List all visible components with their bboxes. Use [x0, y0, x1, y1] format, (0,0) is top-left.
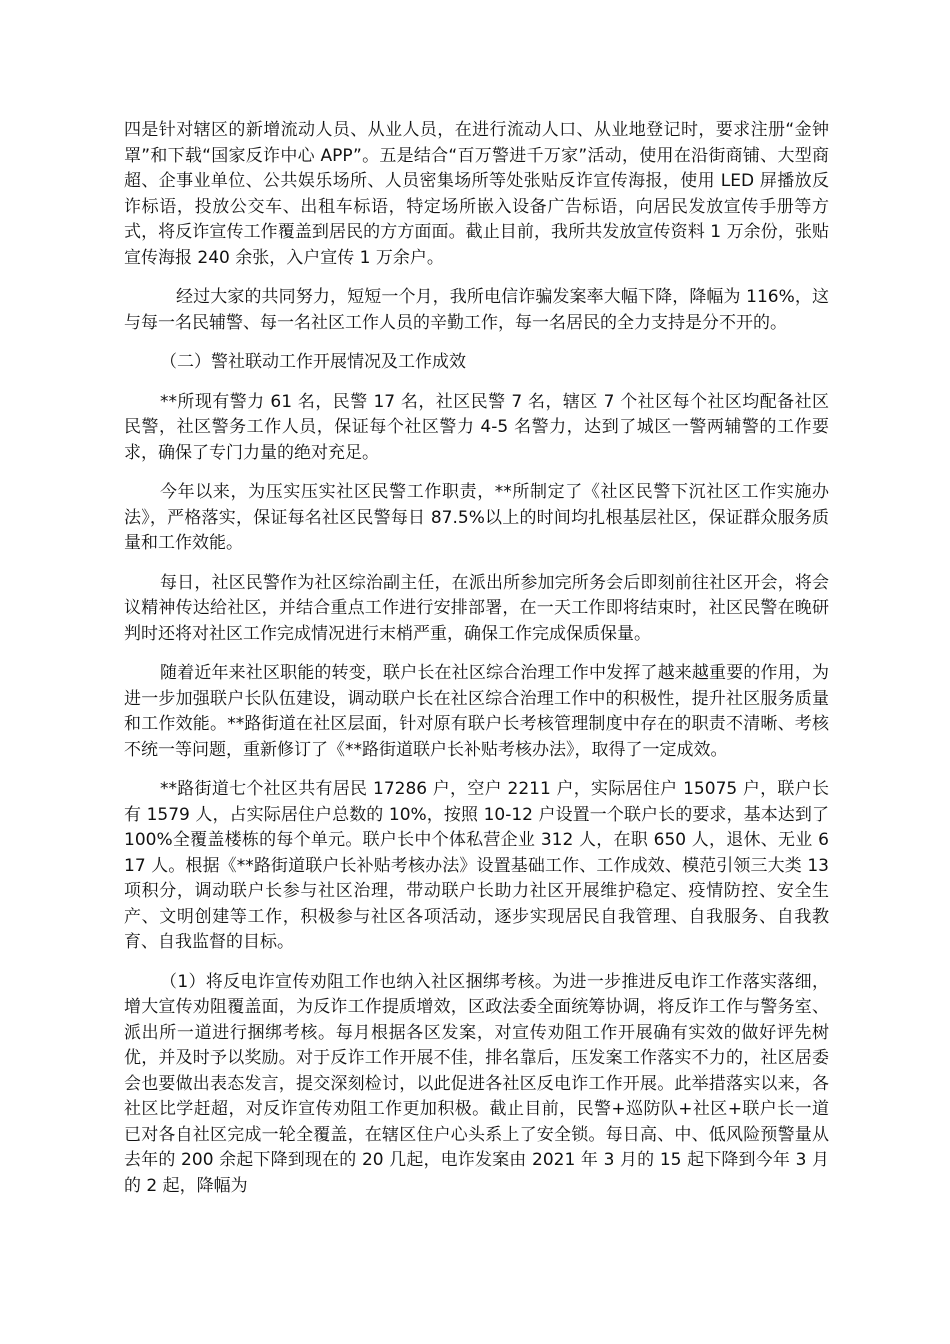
paragraph-police-force: **所现有警力 61 名，民警 17 名，社区民警 7 名，辖区 7 个社区每个社区均配备社区民警，社区警务工作人员，保证每个社区警力 4-5 名警力，达到了城区一警两辅警的工作要求，确保了专门力量的绝对充足。: [124, 391, 829, 463]
paragraph-household-leaders: 随着近年来社区职能的转变，联户长在社区综合治理工作中发挥了越来越重要的作用，为进一步加强联户长队伍建设，调动联户长在社区综合治理工作中的积极性，提升社区服务质量和工作效能。**路街道在社区层面，针对原有联户长考核管理制度中存在的职责不清晰、考核不统一等问题，重新修订了《**路街道联户长补贴考核办法》，取得了一定成效。: [124, 663, 829, 760]
document-body: [124, 118, 829, 1213]
paragraph-residents-statistics: **路街道七个社区共有居民 17286 户，空户 2211 户，实际居住户 15075 户，联户长有 1579 人，占实际居住户总数的 10%，按照 10-12 户设置一个联户长的要求，基本达到了 100%全覆盖楼栋的每个单元。联户长中个体私营企业 312 人，在职 650 人，退休、无业 617 人。根据《**路街道联户长补贴考核办法》设置基础工作、工作成效、模范引领三大类 13 项积分，调动联户长参与社区治理，带动联户长助力社区开展维护稳定、疫情防控、安全生产、文明创建等工作，积极参与社区各项活动，逐步实现居民自我管理、自我服务、自我教育、自我监督的目标。: [124, 779, 829, 952]
paragraph-fraud-decline: 经过大家的共同努力，短短一个月，我所电信诈骗发案率大幅下降，降幅为 116%，这与每一名民辅警、每一名社区工作人员的辛勤工作，每一名居民的全力支持是分不开的。: [124, 287, 829, 333]
paragraph-propaganda-measures: 四是针对辖区的新增流动人员、从业人员，在进行流动人口、从业地登记时，要求注册“金钟罩”和下载“国家反诈中心 APP”。五是结合“百万警进千万家”活动，使用在沿街商铺、大型商超、企事业单位、公共娱乐场所、人员密集场所等处张贴反诈宣传海报，使用 LED 屏播放反诈标语，投放公交车、出租车标语，特定场所嵌入设备广告标语，向居民发放宣传手册等方式，将反诈宣传工作覆盖到居民的方方面面。截止目前，我所共发放宣传资料 1 万余份，张贴宣传海报 240 余张，入户宣传 1 万余户。: [124, 120, 829, 268]
section-heading-police-community: （二）警社联动工作开展情况及工作成效: [160, 352, 466, 372]
paragraph-daily-work: 每日，社区民警作为社区综治副主任，在派出所参加完所务会后即刻前往社区开会，将会议精神传达给社区，并结合重点工作进行安排部署，在一天工作即将结束时，社区民警在晚研判时还将对社区工作完成情况进行末梢严重，确保工作完成保质保量。: [124, 572, 829, 644]
paragraph-assessment-binding: （1）将反电诈宣传劝阻工作也纳入社区捆绑考核。为进一步推进反电诈工作落实落细，增大宣传劝阻覆盖面，为反诈工作提质增效，区政法委全面统筹协调，将反诈工作与警务室、派出所一道进行捆绑考核。每月根据各区发案，对宣传劝阻工作开展确有实效的做好评先树优，并及时予以奖励。对于反诈工作开展不佳，排名靠后，压发案工作落实不力的，社区居委会也要做出表态发言，提交深刻检讨，以此促进各社区反电诈工作开展。此举措落实以来，各社区比学赶超，对反诈宣传劝阻工作更加积极。截止目前，民警+巡防队+社区+联户长一道已对各自社区完成一轮全覆盖，在辖区住户心头系上了安全锁。每日高、中、低风险预警量从去年的 200 余起下降到现在的 20 几起，电诈发案由 2021 年 3 月的 15 起下降到今年 3 月的 2 起，降幅为: [124, 971, 829, 1196]
paragraph-duty-implementation: 今年以来，为压实压实社区民警工作职责，**所制定了《社区民警下沉社区工作实施办法》，严格落实，保证每名社区民警每日 87.5%以上的时间均扎根基层社区，保证群众服务质量和工作效能。: [124, 482, 829, 553]
